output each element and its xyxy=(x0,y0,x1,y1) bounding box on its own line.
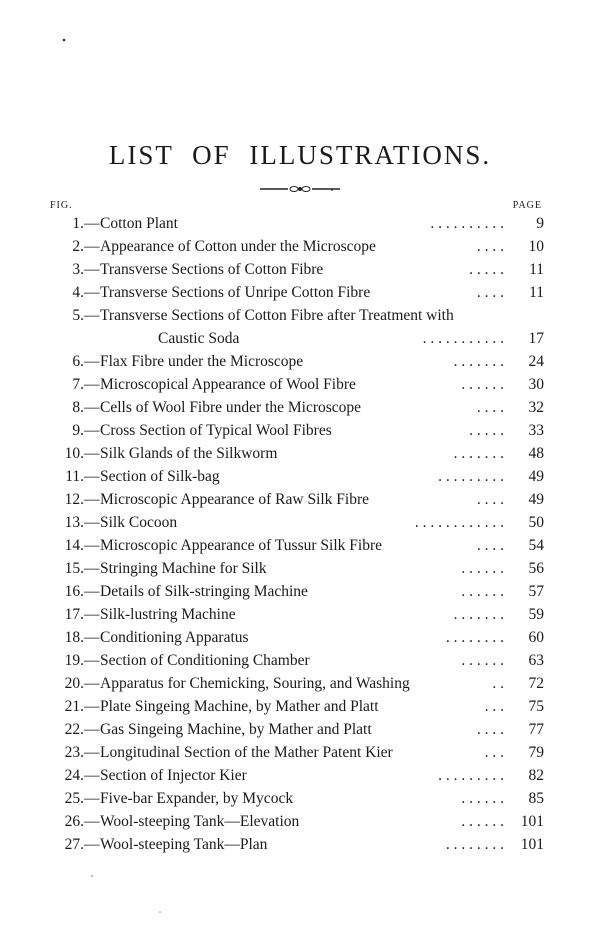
page-number: 49 xyxy=(528,491,544,508)
list-item xyxy=(48,488,544,511)
illustration-title: Five-bar Expander, by Mycock xyxy=(100,790,294,807)
page-number: 85 xyxy=(528,790,544,807)
illustration-title: Conditioning Apparatus xyxy=(100,629,249,646)
list-item xyxy=(48,465,544,488)
page-number: 59 xyxy=(528,606,544,623)
page-number: 11 xyxy=(529,284,544,301)
list-item xyxy=(48,281,544,304)
leader-dots: . . . . xyxy=(476,399,504,416)
illustration-title: Silk-lustring Machine xyxy=(100,606,236,623)
illustration-title: Transverse Sections of Unripe Cotton Fibre xyxy=(100,284,371,301)
figure-number: 8. xyxy=(72,399,84,416)
illustration-title: Details of Silk-stringing Machine xyxy=(100,583,308,600)
list-item xyxy=(48,649,544,672)
leader-dots: . . . . . . . xyxy=(453,445,504,462)
page-number: 17 xyxy=(528,330,544,347)
entry-dash: — xyxy=(84,652,100,669)
figure-number: 4. xyxy=(72,284,84,301)
leader-dots: . . . . xyxy=(476,284,504,301)
entry-dash: — xyxy=(84,491,100,508)
entry-dash: — xyxy=(84,583,100,600)
figure-number: 24. xyxy=(64,767,84,784)
entry-dash: — xyxy=(84,675,100,692)
list-item xyxy=(48,787,544,810)
leader-dots: . . . . . . xyxy=(461,376,504,393)
list-item xyxy=(48,511,544,534)
entry-dash: — xyxy=(84,468,100,485)
page-title: LIST OF ILLUSTRATIONS. xyxy=(108,140,492,170)
entry-dash: — xyxy=(84,790,100,807)
entry-dash: — xyxy=(84,767,100,784)
list-item xyxy=(48,718,544,741)
illustration-title: Apparatus for Chemicking, Souring, and Washing xyxy=(100,675,410,692)
figure-number: 20. xyxy=(64,675,84,692)
illustration-title: Section of Injector Kier xyxy=(100,767,247,784)
page-number: 54 xyxy=(528,537,544,554)
page-number: 30 xyxy=(528,376,544,393)
illustration-title: Cells of Wool Fibre under the Microscope xyxy=(100,399,362,416)
leader-dots: . . . xyxy=(484,698,504,715)
leader-dots: . . . . . . . . . xyxy=(438,767,504,784)
leader-dots: . . . . . . . . xyxy=(445,629,504,646)
entry-dash: — xyxy=(84,445,100,462)
entry-dash: — xyxy=(84,215,100,232)
leader-dots: . . . . . . . . . . xyxy=(430,215,504,232)
list-item xyxy=(48,304,544,327)
entry-dash: — xyxy=(84,422,100,439)
illustration-title: Stringing Machine for Silk xyxy=(100,560,267,577)
list-item xyxy=(48,557,544,580)
illustrations-list xyxy=(48,212,544,856)
figure-number: 19. xyxy=(64,652,84,669)
figure-number: 18. xyxy=(64,629,84,646)
divider-ornament xyxy=(258,182,342,196)
leader-dots: . . . . . xyxy=(469,422,504,439)
illustration-title: Caustic Soda xyxy=(158,330,240,347)
list-item xyxy=(48,258,544,281)
page-number: 10 xyxy=(528,238,544,255)
leader-dots: . . . . . . . . . . . . xyxy=(414,514,504,531)
page-number: 48 xyxy=(528,445,544,462)
illustration-title: Silk Glands of the Silkworm xyxy=(100,445,278,462)
entry-dash: — xyxy=(84,399,100,416)
list-item xyxy=(48,396,544,419)
page-number: 82 xyxy=(528,767,544,784)
leader-dots: . . . xyxy=(484,744,504,761)
leader-dots: . . xyxy=(492,675,504,692)
list-item xyxy=(48,580,544,603)
leader-dots: . . . . . . . xyxy=(453,353,504,370)
figure-number: 2. xyxy=(72,238,84,255)
entry-dash: — xyxy=(84,261,100,278)
figure-number: 14. xyxy=(64,537,84,554)
page-number: 32 xyxy=(528,399,544,416)
list-item xyxy=(48,442,544,465)
figure-number: 27. xyxy=(64,836,84,853)
figure-number: 13. xyxy=(64,514,84,531)
list-item xyxy=(48,235,544,258)
illustration-title: Appearance of Cotton under the Microscope xyxy=(100,238,376,255)
figure-number: 15. xyxy=(64,560,84,577)
entry-dash: — xyxy=(84,353,100,370)
page-number: 75 xyxy=(528,698,544,715)
page-number: 33 xyxy=(528,422,544,439)
page-number: 57 xyxy=(528,583,544,600)
page-number: 63 xyxy=(528,652,544,669)
illustration-title: Section of Conditioning Chamber xyxy=(100,652,310,669)
figure-number: 17. xyxy=(64,606,84,623)
leader-dots: . . . . . . . . . xyxy=(438,468,504,485)
figure-number: 6. xyxy=(72,353,84,370)
list-item xyxy=(48,833,544,856)
illustration-title: Cotton Plant xyxy=(100,215,178,232)
figure-number: 23. xyxy=(64,744,84,761)
list-item xyxy=(48,741,544,764)
list-item xyxy=(48,373,544,396)
illustration-title: Plate Singeing Machine, by Mather and Platt xyxy=(100,698,379,715)
page-number: 101 xyxy=(520,836,544,853)
leader-dots: . . . . . . xyxy=(461,813,504,830)
page-number: 79 xyxy=(528,744,544,761)
figure-number: 11. xyxy=(65,468,84,485)
entry-dash: — xyxy=(84,744,100,761)
page-number: 72 xyxy=(528,675,544,692)
figure-number: 21. xyxy=(64,698,84,715)
leader-dots: . . . . . . . . . . . xyxy=(422,330,504,347)
leader-dots: . . . . . . xyxy=(461,790,504,807)
list-item xyxy=(48,810,544,833)
leader-dots: . . . . . . xyxy=(461,583,504,600)
list-item xyxy=(48,603,544,626)
list-item xyxy=(48,327,544,350)
figure-number: 22. xyxy=(64,721,84,738)
leader-dots: . . . . . . . . xyxy=(445,836,504,853)
entry-dash: — xyxy=(84,537,100,554)
figure-number: 10. xyxy=(64,445,84,462)
figure-number: 5. xyxy=(72,307,84,324)
page-number: 24 xyxy=(528,353,544,370)
figure-number: 26. xyxy=(64,813,84,830)
fig-column-header: FIG. xyxy=(50,200,73,211)
page-number: 101 xyxy=(520,813,544,830)
entry-dash: — xyxy=(84,560,100,577)
list-item xyxy=(48,626,544,649)
figure-number: 25. xyxy=(64,790,84,807)
leader-dots: . . . . xyxy=(476,721,504,738)
illustration-title: Section of Silk-bag xyxy=(100,468,220,485)
illustration-title: Microscopical Appearance of Wool Fibre xyxy=(100,376,356,393)
list-item xyxy=(48,764,544,787)
page-number: 9 xyxy=(536,215,544,232)
list-item xyxy=(48,350,544,373)
figure-number: 1. xyxy=(72,215,84,232)
page-number: 77 xyxy=(528,721,544,738)
list-item xyxy=(48,419,544,442)
list-item xyxy=(48,212,544,235)
illustration-title: Transverse Sections of Cotton Fibre after Treatment with xyxy=(100,307,454,324)
entry-dash: — xyxy=(84,606,100,623)
leader-dots: . . . . . . xyxy=(461,560,504,577)
page-number: 49 xyxy=(528,468,544,485)
illustration-title: Microscopic Appearance of Tussur Silk Fibre xyxy=(100,537,382,554)
figure-number: 12. xyxy=(64,491,84,508)
figure-number: 9. xyxy=(72,422,84,439)
illustration-title: Wool-steeping Tank—Elevation xyxy=(100,813,300,830)
figure-number: 16. xyxy=(64,583,84,600)
entry-dash: — xyxy=(84,284,100,301)
page-number: 50 xyxy=(528,514,544,531)
list-item xyxy=(48,695,544,718)
leader-dots: . . . . xyxy=(476,491,504,508)
leader-dots: . . . . xyxy=(476,238,504,255)
illustration-title: Microscopic Appearance of Raw Silk Fibre xyxy=(100,491,370,508)
page-number: 11 xyxy=(529,261,544,278)
entry-dash: — xyxy=(84,238,100,255)
leader-dots: . . . . . . . xyxy=(453,606,504,623)
leader-dots: . . . . . . xyxy=(461,652,504,669)
entry-dash: — xyxy=(84,514,100,531)
illustration-title: Gas Singeing Machine, by Mather and Platt xyxy=(100,721,372,738)
page-number: 56 xyxy=(528,560,544,577)
illustration-title: Longitudinal Section of the Mather Patent Kier xyxy=(100,744,393,761)
illustration-title: Silk Cocoon xyxy=(100,514,178,531)
entry-dash: — xyxy=(84,813,100,830)
list-item xyxy=(48,672,544,695)
leader-dots: . . . . . xyxy=(469,261,504,278)
entry-dash: — xyxy=(84,836,100,853)
entry-dash: — xyxy=(84,629,100,646)
illustration-title: Flax Fibre under the Microscope xyxy=(100,353,304,370)
entry-dash: — xyxy=(84,721,100,738)
entry-dash: — xyxy=(84,698,100,715)
illustration-title: Cross Section of Typical Wool Fibres xyxy=(100,422,332,439)
illustration-title: Wool-steeping Tank—Plan xyxy=(100,836,268,853)
page-number: 60 xyxy=(528,629,544,646)
figure-number: 7. xyxy=(72,376,84,393)
entry-dash: — xyxy=(84,376,100,393)
entry-dash: — xyxy=(84,307,100,324)
list-item xyxy=(48,534,544,557)
leader-dots: . . . . xyxy=(476,537,504,554)
illustration-title: Transverse Sections of Cotton Fibre xyxy=(100,261,324,278)
page-column-header: PAGE xyxy=(512,200,542,211)
figure-number: 3. xyxy=(72,261,84,278)
